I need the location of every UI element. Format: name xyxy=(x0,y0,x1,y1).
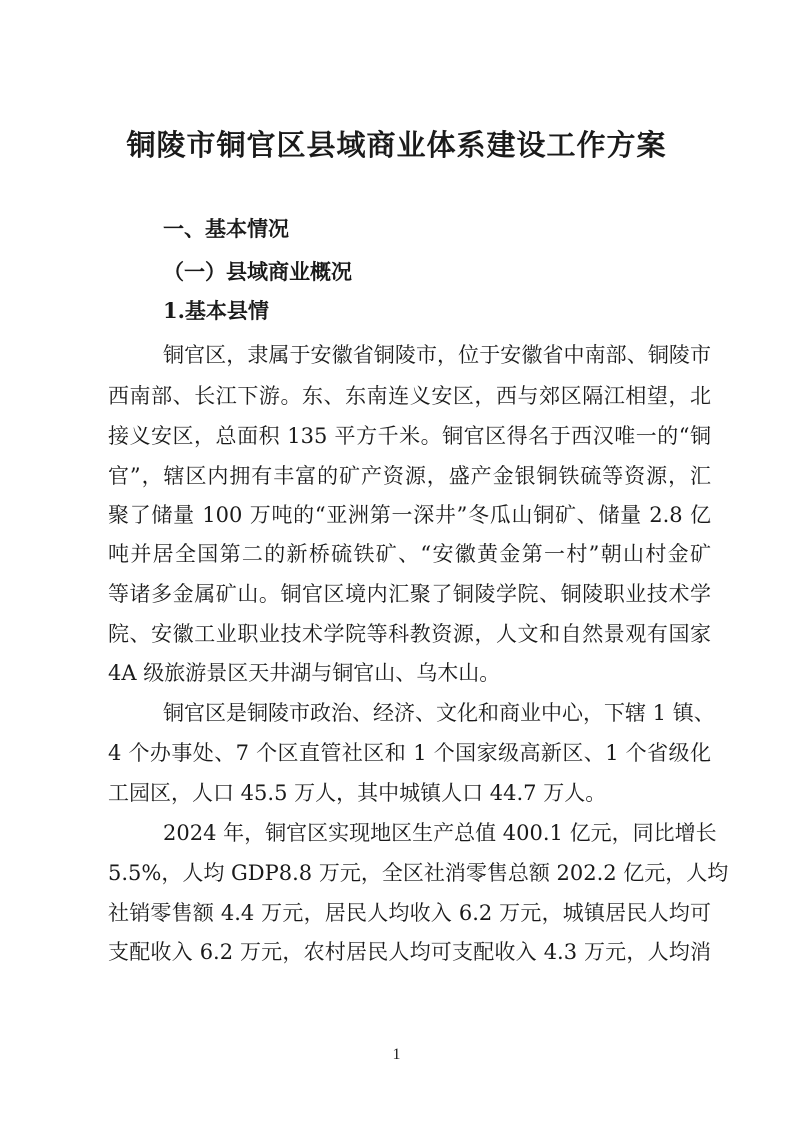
paragraph-1-line: 西南部、长江下游。东、东南连义安区，西与郊区隔江相望，北 xyxy=(108,384,711,408)
paragraph-1-line: 聚了储量 100 万吨的“亚洲第一深井”冬瓜山铜矿、储量 2.8 亿 xyxy=(108,503,711,527)
paragraph-2-line: 4 个办事处、7 个区直管社区和 1 个国家级高新区、1 个省级化 xyxy=(108,741,711,765)
paragraph-3-line: 5.5%，人均 GDP8.8 万元，全区社消零售总额 202.2 亿元，人均 xyxy=(108,861,729,885)
subsubsection-heading: 1.基本县情 xyxy=(163,298,269,323)
subsection-heading: （一）县域商业概况 xyxy=(163,259,352,284)
paragraph-3-line: 支配收入 6.2 万元，农村居民人均可支配收入 4.3 万元，人均消 xyxy=(108,940,711,964)
paragraph-2-line: 工园区，人口 45.5 万人，其中城镇人口 44.7 万人。 xyxy=(108,781,607,805)
paragraph-1-line: 院、安徽工业职业技术学院等科教资源，人文和自然景观有国家 xyxy=(108,622,711,646)
paragraph-3-line: 社销零售额 4.4 万元，居民人均收入 6.2 万元，城镇居民人均可 xyxy=(108,901,711,925)
page-number: 1 xyxy=(392,1046,401,1063)
page-title: 铜陵市铜官区县域商业体系建设工作方案 xyxy=(126,128,667,162)
paragraph-1-line: 吨并居全国第二的新桥硫铁矿、“安徽黄金第一村”朝山村金矿 xyxy=(108,542,711,566)
section-heading: 一、基本情况 xyxy=(163,217,289,241)
paragraph-1-line: 4A 级旅游景区天井湖与铜官山、乌木山。 xyxy=(108,661,501,685)
paragraph-1-line: 铜官区，隶属于安徽省铜陵市，位于安徽省中南部、铜陵市 xyxy=(163,343,711,367)
paragraph-3-line: 2024 年，铜官区实现地区生产总值 400.1 亿元，同比增长 xyxy=(163,821,717,845)
paragraph-1-line: 接义安区，总面积 135 平方千米。铜官区得名于西汉唯一的“铜 xyxy=(108,424,711,448)
paragraph-1-line: 官”，辖区内拥有丰富的矿产资源，盛产金银铜铁硫等资源，汇 xyxy=(108,464,711,488)
paragraph-2-line: 铜官区是铜陵市政治、经济、文化和商业中心，下辖 1 镇、 xyxy=(163,701,715,725)
paragraph-1-line: 等诸多金属矿山。铜官区境内汇聚了铜陵学院、铜陵职业技术学 xyxy=(108,582,711,606)
